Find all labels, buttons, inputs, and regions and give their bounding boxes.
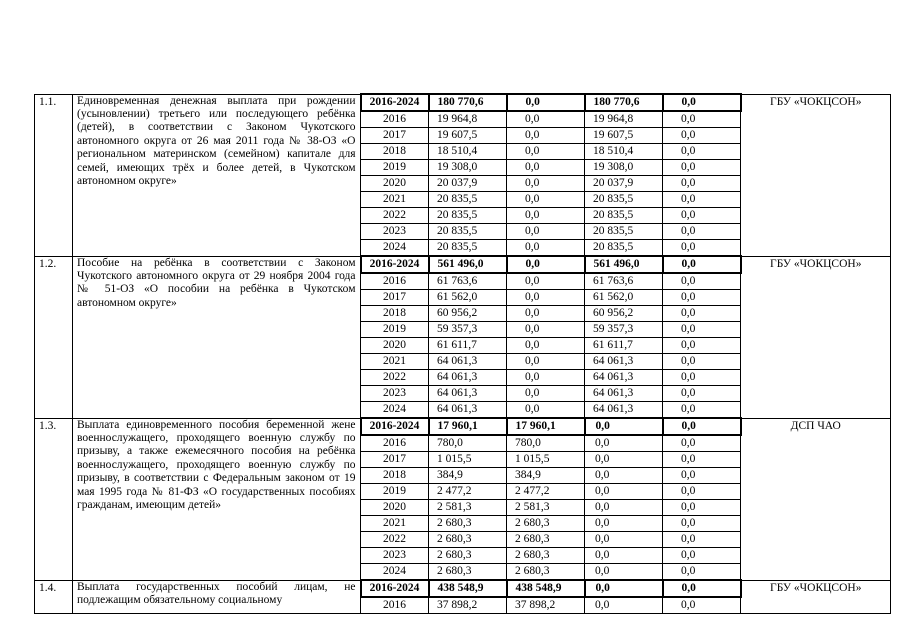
period-cell: 2024 — [361, 564, 429, 581]
total-amount-cell: 2 581,3 — [429, 500, 507, 516]
regional-amount-cell: 19 964,8 — [585, 111, 663, 128]
period-cell: 2022 — [361, 370, 429, 386]
federal-amount-cell: 0,0 — [507, 160, 585, 176]
regional-amount-cell: 18 510,4 — [585, 144, 663, 160]
regional-amount-cell: 61 611,7 — [585, 338, 663, 354]
total-amount-cell: 59 357,3 — [429, 322, 507, 338]
period-cell: 2019 — [361, 322, 429, 338]
period-cell: 2022 — [361, 532, 429, 548]
other-amount-cell: 0,0 — [663, 224, 741, 240]
other-amount-cell: 0,0 — [663, 128, 741, 144]
federal-amount-cell: 2 680,3 — [507, 532, 585, 548]
total-amount-cell: 20 835,5 — [429, 240, 507, 257]
federal-amount-cell: 0,0 — [507, 306, 585, 322]
regional-amount-cell: 180 770,6 — [585, 94, 663, 111]
budget-table — [34, 93, 891, 614]
regional-amount-cell: 20 835,5 — [585, 192, 663, 208]
period-cell: 2021 — [361, 516, 429, 532]
other-amount-cell: 0,0 — [663, 468, 741, 484]
total-amount-cell: 20 835,5 — [429, 208, 507, 224]
federal-amount-cell: 0,0 — [507, 192, 585, 208]
period-cell: 2017 — [361, 290, 429, 306]
federal-amount-cell: 0,0 — [507, 256, 585, 273]
regional-amount-cell: 0,0 — [585, 532, 663, 548]
other-amount-cell: 0,0 — [663, 322, 741, 338]
total-amount-cell: 19 607,5 — [429, 128, 507, 144]
federal-amount-cell: 0,0 — [507, 128, 585, 144]
period-cell: 2023 — [361, 224, 429, 240]
other-amount-cell: 0,0 — [663, 435, 741, 452]
period-cell: 2021 — [361, 192, 429, 208]
period-cell: 2018 — [361, 144, 429, 160]
regional-amount-cell: 0,0 — [585, 484, 663, 500]
regional-amount-cell: 59 357,3 — [585, 322, 663, 338]
total-amount-cell: 2 680,3 — [429, 516, 507, 532]
other-amount-cell: 0,0 — [663, 144, 741, 160]
total-amount-cell: 19 308,0 — [429, 160, 507, 176]
regional-amount-cell: 20 835,5 — [585, 208, 663, 224]
other-amount-cell: 0,0 — [663, 111, 741, 128]
total-amount-cell: 20 835,5 — [429, 224, 507, 240]
section-description: Единовременная денежная выплата при рождении (усыновлении) третьего или последующего ребёнка (детей), в соответствии с Законом Чукотского автономного округа от 26 мая 2011 года № 38-ОЗ «О региональном материнском (семейном) капитале для семей, имеющих трёх и более детей, в Чукотском автономном округе» — [73, 94, 361, 256]
period-cell: 2016 — [361, 597, 429, 614]
other-amount-cell: 0,0 — [663, 548, 741, 564]
federal-amount-cell: 2 680,3 — [507, 548, 585, 564]
other-amount-cell: 0,0 — [663, 208, 741, 224]
other-amount-cell: 0,0 — [663, 597, 741, 614]
executor-cell: ДСП ЧАО — [741, 418, 891, 580]
executor-cell: ГБУ «ЧОКЦСОН» — [741, 256, 891, 418]
executor-cell: ГБУ «ЧОКЦСОН» — [741, 94, 891, 256]
federal-amount-cell: 0,0 — [507, 370, 585, 386]
federal-amount-cell: 2 581,3 — [507, 500, 585, 516]
other-amount-cell: 0,0 — [663, 580, 741, 597]
period-cell: 2016-2024 — [361, 94, 429, 111]
other-amount-cell: 0,0 — [663, 273, 741, 290]
other-amount-cell: 0,0 — [663, 500, 741, 516]
period-cell: 2021 — [361, 354, 429, 370]
federal-amount-cell: 0,0 — [507, 273, 585, 290]
period-cell: 2016-2024 — [361, 418, 429, 435]
federal-amount-cell: 0,0 — [507, 290, 585, 306]
total-amount-cell: 37 898,2 — [429, 597, 507, 614]
total-amount-cell: 19 964,8 — [429, 111, 507, 128]
federal-amount-cell: 2 680,3 — [507, 564, 585, 581]
regional-amount-cell: 20 037,9 — [585, 176, 663, 192]
period-cell: 2024 — [361, 402, 429, 419]
federal-amount-cell: 0,0 — [507, 94, 585, 111]
executor-cell: ГБУ «ЧОКЦСОН» — [741, 580, 891, 614]
regional-amount-cell: 0,0 — [585, 580, 663, 597]
federal-amount-cell: 0,0 — [507, 224, 585, 240]
total-amount-cell: 20 037,9 — [429, 176, 507, 192]
other-amount-cell: 0,0 — [663, 354, 741, 370]
period-cell: 2019 — [361, 160, 429, 176]
federal-amount-cell: 0,0 — [507, 386, 585, 402]
other-amount-cell: 0,0 — [663, 176, 741, 192]
total-amount-cell: 17 960,1 — [429, 418, 507, 435]
federal-amount-cell: 0,0 — [507, 322, 585, 338]
other-amount-cell: 0,0 — [663, 306, 741, 322]
period-cell: 2020 — [361, 338, 429, 354]
total-amount-cell: 61 763,6 — [429, 273, 507, 290]
total-amount-cell: 384,9 — [429, 468, 507, 484]
section-number: 1.4. — [35, 580, 73, 614]
total-amount-cell: 64 061,3 — [429, 354, 507, 370]
federal-amount-cell: 2 477,2 — [507, 484, 585, 500]
federal-amount-cell: 0,0 — [507, 208, 585, 224]
other-amount-cell: 0,0 — [663, 192, 741, 208]
section-description: Выплата государственных пособий лицам, не подлежащим обязательному социальному — [73, 580, 361, 614]
other-amount-cell: 0,0 — [663, 532, 741, 548]
other-amount-cell: 0,0 — [663, 160, 741, 176]
period-cell: 2024 — [361, 240, 429, 257]
regional-amount-cell: 0,0 — [585, 548, 663, 564]
federal-amount-cell: 384,9 — [507, 468, 585, 484]
period-cell: 2016-2024 — [361, 256, 429, 273]
total-amount-cell: 60 956,2 — [429, 306, 507, 322]
period-cell: 2020 — [361, 500, 429, 516]
federal-amount-cell: 0,0 — [507, 176, 585, 192]
federal-amount-cell: 37 898,2 — [507, 597, 585, 614]
period-cell: 2017 — [361, 128, 429, 144]
regional-amount-cell: 64 061,3 — [585, 402, 663, 419]
other-amount-cell: 0,0 — [663, 564, 741, 581]
section-total-row — [35, 94, 891, 111]
period-cell: 2016-2024 — [361, 580, 429, 597]
other-amount-cell: 0,0 — [663, 402, 741, 419]
other-amount-cell: 0,0 — [663, 418, 741, 435]
period-cell: 2016 — [361, 273, 429, 290]
federal-amount-cell: 0,0 — [507, 111, 585, 128]
regional-amount-cell: 20 835,5 — [585, 224, 663, 240]
period-cell: 2023 — [361, 548, 429, 564]
other-amount-cell: 0,0 — [663, 516, 741, 532]
regional-amount-cell: 60 956,2 — [585, 306, 663, 322]
other-amount-cell: 0,0 — [663, 240, 741, 257]
section-description: Пособие на ребёнка в соответствии с Законом Чукотского автономного округа от 29 ноября 2004 года № 51-ОЗ «О пособии на ребёнка в Чукотском автономном округе» — [73, 256, 361, 418]
regional-amount-cell: 61 763,6 — [585, 273, 663, 290]
period-cell: 2017 — [361, 452, 429, 468]
total-amount-cell: 561 496,0 — [429, 256, 507, 273]
section-number: 1.3. — [35, 418, 73, 580]
section-description: Выплата единовременного пособия беременной жене военнослужащего, проходящего военную службу по призыву, а также ежемесячного пособия на ребёнка военнослужащего, проходящего военную службу по призыву, в соответствии с Федеральным законом от 19 мая 1995 года № 81-ФЗ «О государственных пособиях гражданам, имеющим детей» — [73, 418, 361, 580]
total-amount-cell: 64 061,3 — [429, 402, 507, 419]
regional-amount-cell: 64 061,3 — [585, 370, 663, 386]
regional-amount-cell: 0,0 — [585, 418, 663, 435]
total-amount-cell: 1 015,5 — [429, 452, 507, 468]
period-cell: 2022 — [361, 208, 429, 224]
federal-amount-cell: 0,0 — [507, 402, 585, 419]
period-cell: 2018 — [361, 468, 429, 484]
total-amount-cell: 20 835,5 — [429, 192, 507, 208]
section-total-row — [35, 580, 891, 597]
section-number: 1.1. — [35, 94, 73, 256]
regional-amount-cell: 0,0 — [585, 516, 663, 532]
regional-amount-cell: 561 496,0 — [585, 256, 663, 273]
regional-amount-cell: 64 061,3 — [585, 354, 663, 370]
total-amount-cell: 2 680,3 — [429, 532, 507, 548]
total-amount-cell: 438 548,9 — [429, 580, 507, 597]
period-cell: 2016 — [361, 435, 429, 452]
total-amount-cell: 2 477,2 — [429, 484, 507, 500]
total-amount-cell: 61 562,0 — [429, 290, 507, 306]
regional-amount-cell: 0,0 — [585, 597, 663, 614]
other-amount-cell: 0,0 — [663, 386, 741, 402]
other-amount-cell: 0,0 — [663, 94, 741, 111]
federal-amount-cell: 1 015,5 — [507, 452, 585, 468]
section-total-row — [35, 256, 891, 273]
total-amount-cell: 2 680,3 — [429, 564, 507, 581]
other-amount-cell: 0,0 — [663, 338, 741, 354]
regional-amount-cell: 19 308,0 — [585, 160, 663, 176]
regional-amount-cell: 0,0 — [585, 468, 663, 484]
federal-amount-cell: 438 548,9 — [507, 580, 585, 597]
federal-amount-cell: 0,0 — [507, 354, 585, 370]
other-amount-cell: 0,0 — [663, 256, 741, 273]
period-cell: 2018 — [361, 306, 429, 322]
regional-amount-cell: 0,0 — [585, 500, 663, 516]
total-amount-cell: 64 061,3 — [429, 370, 507, 386]
period-cell: 2016 — [361, 111, 429, 128]
total-amount-cell: 18 510,4 — [429, 144, 507, 160]
federal-amount-cell: 2 680,3 — [507, 516, 585, 532]
regional-amount-cell: 0,0 — [585, 435, 663, 452]
total-amount-cell: 2 680,3 — [429, 548, 507, 564]
total-amount-cell: 780,0 — [429, 435, 507, 452]
other-amount-cell: 0,0 — [663, 452, 741, 468]
total-amount-cell: 61 611,7 — [429, 338, 507, 354]
period-cell: 2023 — [361, 386, 429, 402]
federal-amount-cell: 0,0 — [507, 144, 585, 160]
section-total-row — [35, 418, 891, 435]
regional-amount-cell: 0,0 — [585, 452, 663, 468]
federal-amount-cell: 0,0 — [507, 338, 585, 354]
federal-amount-cell: 780,0 — [507, 435, 585, 452]
period-cell: 2019 — [361, 484, 429, 500]
regional-amount-cell: 61 562,0 — [585, 290, 663, 306]
other-amount-cell: 0,0 — [663, 484, 741, 500]
other-amount-cell: 0,0 — [663, 370, 741, 386]
regional-amount-cell: 19 607,5 — [585, 128, 663, 144]
federal-amount-cell: 0,0 — [507, 240, 585, 257]
section-number: 1.2. — [35, 256, 73, 418]
regional-amount-cell: 64 061,3 — [585, 386, 663, 402]
regional-amount-cell: 20 835,5 — [585, 240, 663, 257]
regional-amount-cell: 0,0 — [585, 564, 663, 581]
federal-amount-cell: 17 960,1 — [507, 418, 585, 435]
total-amount-cell: 64 061,3 — [429, 386, 507, 402]
total-amount-cell: 180 770,6 — [429, 94, 507, 111]
other-amount-cell: 0,0 — [663, 290, 741, 306]
period-cell: 2020 — [361, 176, 429, 192]
